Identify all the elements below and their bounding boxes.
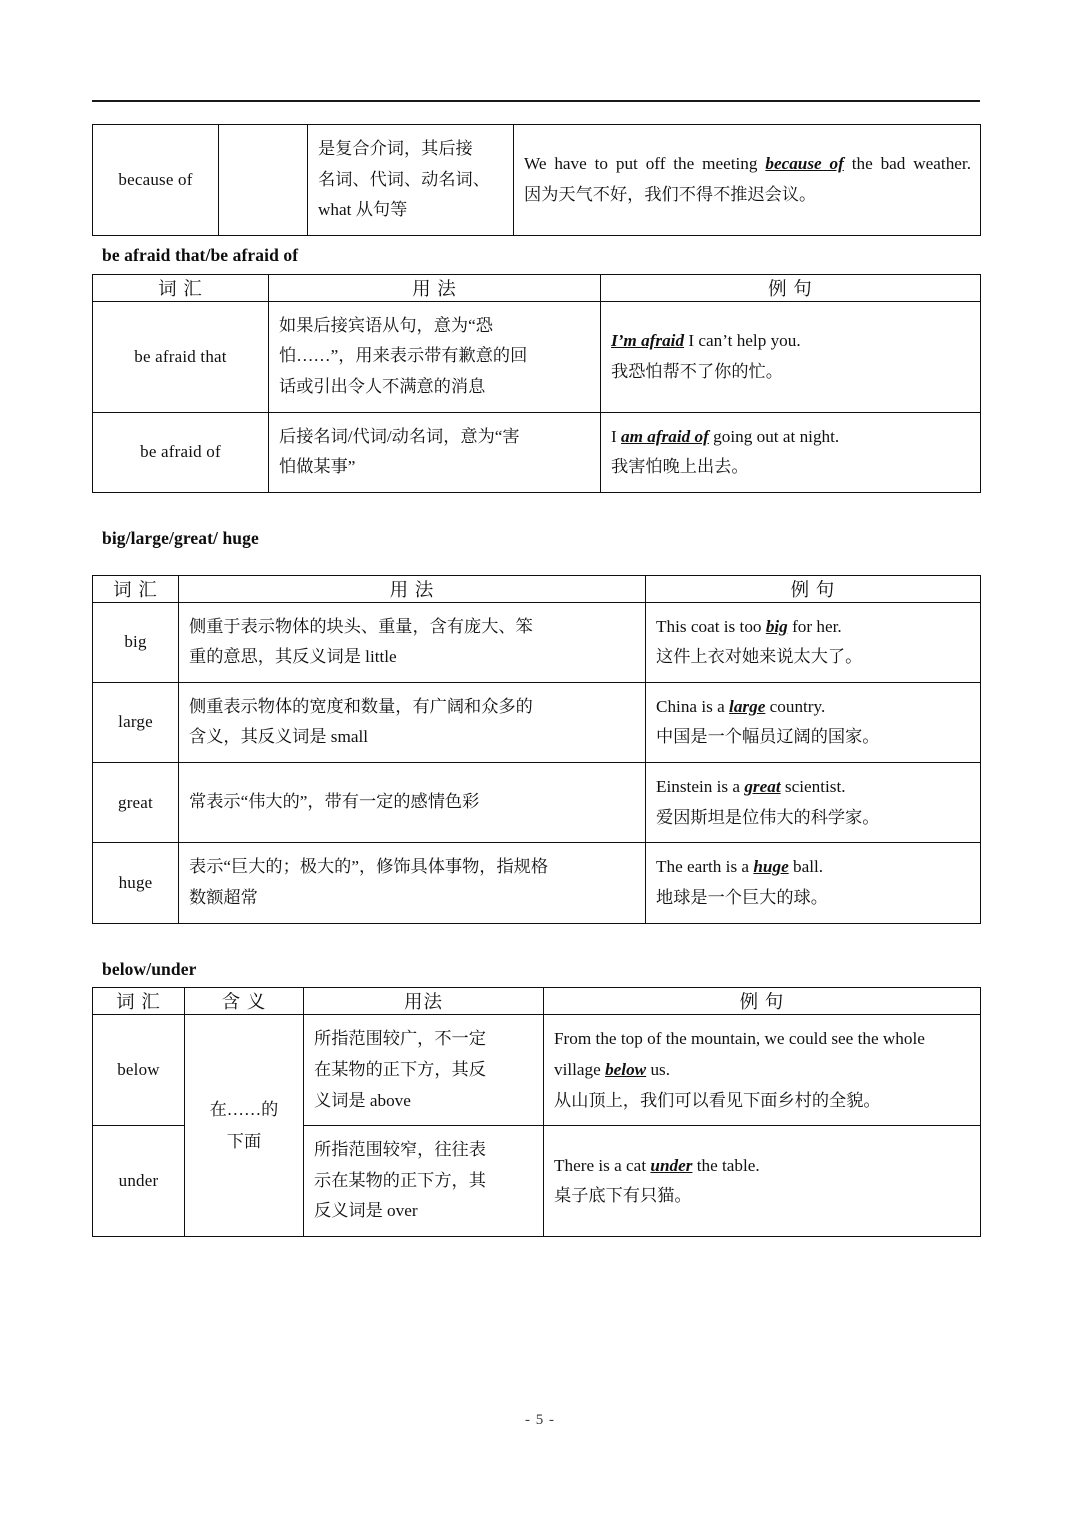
- usage-line: 含义，其反义词是 small: [189, 727, 369, 747]
- vocab-cell: [93, 125, 219, 236]
- example-keyword: large: [729, 696, 766, 716]
- example-cell: [544, 1126, 981, 1237]
- table-row: [93, 843, 981, 923]
- example-keyword: huge: [753, 857, 789, 877]
- example-cell: [601, 412, 981, 492]
- vocab-cell: [93, 602, 179, 682]
- usage-cell: [304, 1126, 544, 1237]
- example-cell: [514, 125, 981, 236]
- example-cn: 我害怕晚上出去。: [611, 457, 749, 477]
- vocab-label: below: [117, 1060, 160, 1080]
- section-gap: [92, 493, 980, 519]
- example-en: [554, 1024, 971, 1085]
- example-cell: [601, 301, 981, 412]
- column-header-text: 用 法: [389, 580, 435, 601]
- vocab-cell: [93, 1126, 185, 1237]
- usage-line: 数额超常: [189, 887, 258, 907]
- section-heading-big: big/large/great/ huge: [102, 527, 259, 548]
- usage-cell: [179, 682, 646, 762]
- usage-cell: [179, 602, 646, 682]
- table-below-under: [92, 987, 981, 1237]
- section-heading-be-afraid: be afraid that/be afraid of: [102, 244, 299, 265]
- vocab-cell: [93, 843, 179, 923]
- usage-line: 怕做某事”: [279, 457, 356, 477]
- example-en-pre: From the top of the mountain, we could see the whole village: [554, 1029, 925, 1079]
- example-en-post: us.: [646, 1059, 671, 1079]
- example-en-pre: We have to put off the meeting: [524, 154, 766, 174]
- vocab-label: under: [118, 1171, 159, 1191]
- column-header-text: 词 汇: [113, 580, 158, 601]
- column-header-usage: [269, 274, 601, 301]
- column-header-example: [601, 274, 981, 301]
- document-content: [92, 124, 980, 1237]
- vocab-label: be afraid that: [134, 346, 227, 366]
- example-en-post: the bad weather.: [843, 154, 971, 174]
- usage-line: 怕……”，用来表示带有歉意的回: [279, 346, 528, 366]
- example-cell: [646, 763, 981, 843]
- vocab-cell: [93, 763, 179, 843]
- example-en-pre: Einstein is a: [656, 777, 745, 797]
- table-header-row: [93, 988, 981, 1015]
- example-cell: [646, 843, 981, 923]
- example-en: [656, 692, 971, 723]
- example-en: [656, 612, 971, 643]
- meaning-line: 下面: [226, 1131, 262, 1151]
- usage-cell: [179, 763, 646, 843]
- usage-line: 在某物的正下方，其反: [314, 1059, 486, 1079]
- usage-line: 义词是 above: [314, 1090, 411, 1110]
- example-en-post: going out at night.: [708, 426, 840, 446]
- meaning-line: 在……的: [209, 1099, 279, 1119]
- example-cell: [646, 682, 981, 762]
- table-row: [93, 301, 981, 412]
- usage-cell: [269, 301, 601, 412]
- table-be-afraid: [92, 274, 981, 493]
- example-keyword: under: [650, 1155, 693, 1175]
- example-keyword: great: [744, 777, 781, 797]
- example-en-post: the table.: [692, 1155, 760, 1175]
- meaning-cell: [219, 125, 308, 236]
- example-cn: 从山顶上，我们可以看见下面乡村的全貌。: [554, 1090, 881, 1110]
- example-keyword: I’m afraid: [611, 331, 685, 350]
- usage-line: 名词、代词、动名词、: [318, 169, 490, 189]
- vocab-label: big: [124, 632, 147, 652]
- example-en-pre: The earth is a: [656, 857, 754, 877]
- table-header-row: [93, 575, 981, 602]
- example-en: [656, 772, 971, 803]
- usage-line: 常表示“伟大的”，带有一定的感情色彩: [189, 792, 480, 812]
- vocab-label: large: [118, 712, 153, 732]
- example-keyword: because of: [765, 154, 844, 174]
- usage-line: 所指范围较广，不一定: [314, 1029, 486, 1049]
- page-number: - 5 -: [525, 1412, 555, 1428]
- usage-line: 话或引出令人不满意的消息: [279, 376, 486, 396]
- vocab-label: because of: [118, 169, 193, 189]
- column-header-example: [544, 988, 981, 1015]
- example-cn: 桌子底下有只猫。: [554, 1186, 692, 1206]
- example-cn: 因为天气不好，我们不得不推迟会议。: [524, 184, 817, 204]
- table-row: [93, 682, 981, 762]
- usage-line: 所指范围较窄，往往表: [314, 1140, 486, 1160]
- vocab-label: huge: [118, 872, 153, 892]
- example-en: [611, 326, 971, 357]
- example-en-post: for her.: [787, 616, 842, 636]
- header-rule: [92, 100, 980, 102]
- usage-line: 示在某物的正下方，其: [314, 1170, 486, 1190]
- column-header-text: 例 句: [790, 580, 836, 601]
- usage-line: 如果后接宾语从句，意为“恐: [279, 315, 493, 335]
- column-header-text: 例 句: [739, 993, 785, 1014]
- table-because-of: [92, 124, 981, 236]
- column-header-usage: [179, 575, 646, 602]
- example-en-post: country.: [765, 696, 826, 716]
- vocab-cell: [93, 1015, 185, 1126]
- example-cn: 这件上衣对她来说太大了。: [656, 647, 863, 667]
- usage-line: 后接名词/代词/动名词，意为“害: [279, 426, 520, 446]
- example-en: [524, 149, 971, 180]
- column-header-text: 用法: [403, 993, 443, 1014]
- column-header-usage: [304, 988, 544, 1015]
- example-en: [554, 1151, 971, 1182]
- example-cn: 爱因斯坦是位伟大的科学家。: [656, 807, 880, 827]
- usage-cell: [269, 412, 601, 492]
- vocab-cell: [93, 412, 269, 492]
- column-header-text: 例 句: [768, 279, 813, 300]
- example-cn: 我恐怕帮不了你的忙。: [611, 361, 783, 381]
- usage-line: 侧重于表示物体的块头、重量，含有庞大、笨: [189, 616, 533, 636]
- example-keyword: below: [605, 1059, 647, 1079]
- example-en-post: I can’t help you.: [684, 331, 801, 350]
- column-header-text: 用 法: [412, 279, 457, 300]
- table-row: [93, 125, 981, 236]
- table-row: [93, 602, 981, 682]
- column-header-vocab: [93, 575, 179, 602]
- example-en-pre: There is a cat: [554, 1155, 651, 1175]
- merged-meaning-cell: [185, 1015, 304, 1237]
- column-header-text: 含 义: [221, 993, 267, 1014]
- table-header-row: [93, 274, 981, 301]
- usage-cell: [179, 843, 646, 923]
- heading-gap: [92, 557, 980, 575]
- usage-line: 是复合介词，其后接: [318, 139, 473, 158]
- usage-line: 侧重表示物体的宽度和数量，有广阔和众多的: [189, 696, 533, 716]
- usage-line: what 从句等: [318, 200, 408, 220]
- example-cell: [544, 1015, 981, 1126]
- example-keyword: big: [765, 616, 788, 636]
- example-cell: [646, 602, 981, 682]
- vocab-label: be afraid of: [140, 442, 221, 462]
- example-en-post: ball.: [788, 857, 824, 877]
- section-heading-below: below/under: [102, 958, 197, 979]
- column-header-meaning: [185, 988, 304, 1015]
- vocab-label: great: [118, 792, 153, 812]
- table-big-large-great-huge: [92, 575, 981, 924]
- example-cn: 地球是一个巨大的球。: [656, 887, 828, 907]
- column-header-vocab: [93, 988, 185, 1015]
- example-en: [656, 852, 971, 883]
- usage-line: 反义词是 over: [314, 1201, 418, 1221]
- example-cn: 中国是一个幅员辽阔的国家。: [656, 727, 880, 747]
- example-en-post: scientist.: [780, 777, 846, 797]
- vocab-cell: [93, 301, 269, 412]
- section-gap: [92, 924, 980, 950]
- column-header-vocab: [93, 274, 269, 301]
- usage-line: 表示“巨大的；极大的”，修饰具体事物，指规格: [189, 857, 549, 877]
- example-en-pre: China is a: [656, 696, 730, 716]
- usage-cell: [304, 1015, 544, 1126]
- table-row: [93, 412, 981, 492]
- example-keyword: am afraid of: [621, 426, 709, 446]
- table-row: [93, 1015, 981, 1126]
- column-header-text: 词 汇: [116, 993, 161, 1014]
- usage-line: 重的意思，其反义词是 little: [189, 647, 397, 667]
- example-en-pre: I: [611, 426, 622, 446]
- example-en-pre: This coat is too: [656, 616, 766, 636]
- usage-cell: [308, 125, 514, 236]
- vocab-cell: [93, 682, 179, 762]
- column-header-example: [646, 575, 981, 602]
- table-row: [93, 763, 981, 843]
- column-header-text: 词 汇: [158, 279, 203, 300]
- example-en: [611, 422, 971, 453]
